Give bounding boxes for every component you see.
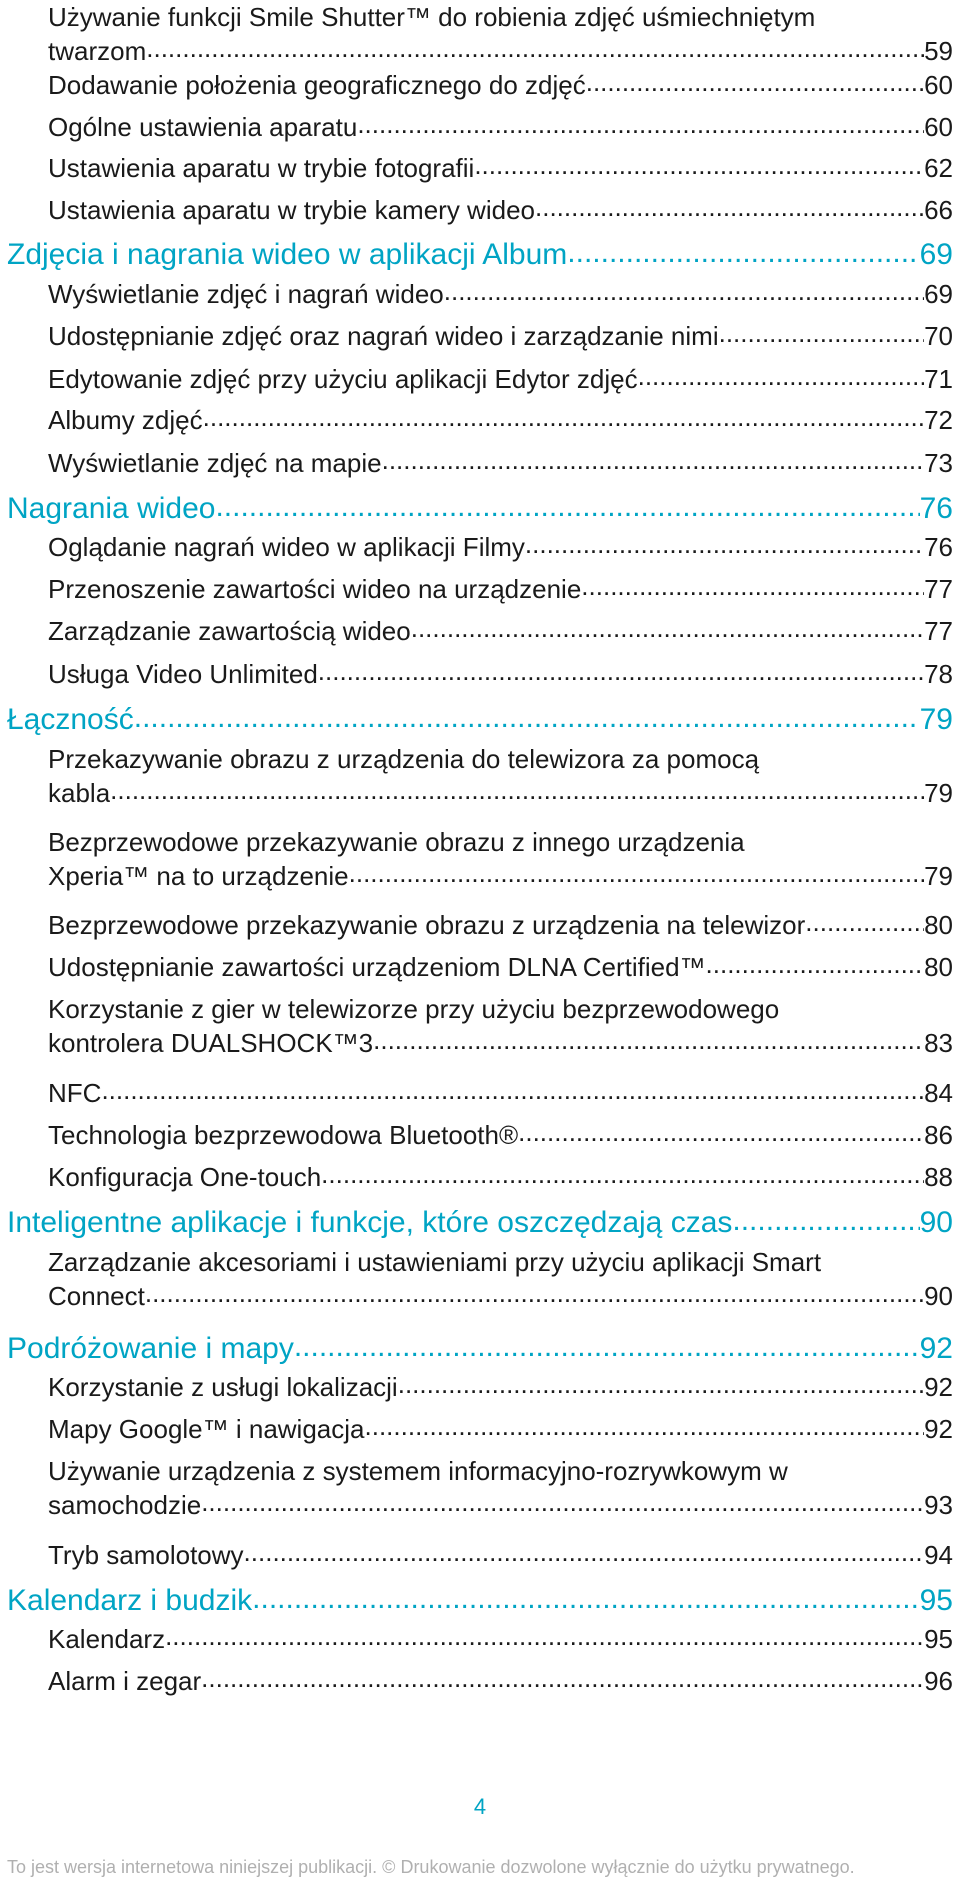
toc-entry-title: Mapy Google™ i nawigacja: [48, 1414, 365, 1444]
toc-page-number: 59: [924, 36, 953, 66]
toc-entry-title-line: Korzystanie z gier w telewizorze przy użyciu bezprzewodowego: [48, 994, 780, 1024]
toc-entry-title: samochodzie: [48, 1490, 202, 1520]
toc-page-number: 77: [924, 616, 953, 646]
toc-section[interactable]: [0, 699, 960, 737]
toc-page-number: 86: [924, 1120, 953, 1150]
dot-leader: [201, 1664, 924, 1690]
toc-page-number: 95: [924, 1624, 953, 1654]
toc-page-number: 69: [924, 279, 953, 309]
toc-entry-title: Edytowanie zdjęć przy użyciu aplikacji Edytor zdjęć: [48, 364, 638, 394]
toc-entry-title: Udostępnianie zdjęć oraz nagrań wideo i zarządzanie nimi: [48, 321, 719, 351]
dot-leader: [719, 319, 924, 345]
dot-leader: [365, 1412, 925, 1438]
dot-leader: [203, 403, 924, 429]
toc-entry-title: Kalendarz: [48, 1624, 166, 1654]
dot-leader: [535, 193, 924, 219]
toc-entry[interactable]: [0, 572, 960, 606]
dot-leader: [805, 908, 924, 934]
toc-entry-title: Wyświetlanie zdjęć i nagrań wideo: [48, 279, 444, 309]
toc-entry-title-line: Używanie urządzenia z systemem informacyjno-rozrywkowym w: [48, 1456, 788, 1486]
toc-entry-title: Tryb samolotowy: [48, 1540, 244, 1570]
toc-entry-title: Ustawienia aparatu w trybie fotografii: [48, 153, 475, 183]
dot-leader: [706, 950, 925, 976]
toc-entry[interactable]: [0, 530, 960, 564]
toc-page-number: 78: [924, 659, 953, 689]
dot-leader: [215, 488, 919, 518]
toc-entry[interactable]: [0, 277, 960, 311]
dot-leader: [474, 151, 924, 177]
toc-entry[interactable]: [0, 362, 960, 396]
toc-page-number: 96: [924, 1666, 953, 1696]
toc-entry[interactable]: [0, 825, 960, 893]
toc-entry-title: Kalendarz i budzik: [7, 1584, 253, 1617]
toc-entry-title: NFC: [48, 1078, 102, 1108]
toc-section[interactable]: [0, 488, 960, 526]
toc-page-number: 83: [924, 1028, 953, 1058]
dot-leader: [134, 699, 920, 729]
toc-entry-title: Przenoszenie zawartości wideo na urządzenie: [48, 574, 582, 604]
toc-page-number: 77: [924, 574, 953, 604]
toc-entry[interactable]: [0, 193, 960, 227]
toc-entry[interactable]: [0, 950, 960, 984]
dot-leader: [567, 234, 919, 264]
toc-entry[interactable]: [0, 110, 960, 144]
toc-entry-title: kabla: [48, 778, 111, 808]
toc-section[interactable]: [0, 234, 960, 272]
toc-entry[interactable]: [0, 1538, 960, 1572]
toc-entry-title: Zdjęcia i nagrania wideo w aplikacji Album: [7, 238, 568, 271]
dot-leader: [110, 776, 924, 802]
toc-entry-title: Oglądanie nagrań wideo w aplikacji Filmy: [48, 532, 525, 562]
footer-note: To jest wersja internetowa niniejszej publikacji. © Drukowanie dozwolone wyłącznie do użytku prywatnego.: [7, 1857, 855, 1877]
dot-leader: [349, 859, 924, 885]
toc-entry-title: Usługa Video Unlimited: [48, 659, 318, 689]
toc-page-number: 93: [924, 1490, 953, 1520]
dot-leader: [411, 614, 924, 640]
toc-entry[interactable]: [0, 614, 960, 648]
dot-leader: [101, 1076, 924, 1102]
dot-leader: [398, 1370, 924, 1396]
toc-page-number: 60: [924, 70, 953, 100]
toc-page-number: 76: [919, 492, 953, 525]
toc-entry[interactable]: [0, 68, 960, 102]
toc-entry-title: Podróżowanie i mapy: [7, 1332, 294, 1365]
dot-leader: [732, 1202, 919, 1232]
toc-entry-title: twarzom: [48, 36, 147, 66]
toc-page-number: 79: [924, 778, 953, 808]
dot-leader: [382, 446, 924, 472]
toc-entry[interactable]: [0, 1454, 960, 1522]
dot-leader: [357, 110, 924, 136]
toc-entry[interactable]: [0, 1664, 960, 1698]
toc-entry[interactable]: [0, 992, 960, 1060]
toc-entry[interactable]: [0, 1370, 960, 1404]
toc-page-number: 90: [919, 1206, 953, 1239]
toc-entry[interactable]: [0, 908, 960, 942]
toc-entry-title: Łączność: [7, 703, 134, 736]
toc-page-number: 73: [924, 448, 953, 478]
toc-page-number: 92: [924, 1414, 953, 1444]
toc-entry[interactable]: [0, 1245, 960, 1313]
toc-section[interactable]: [0, 1328, 960, 1366]
toc-page-number: 80: [924, 910, 953, 940]
toc-page-number: 95: [919, 1584, 953, 1617]
toc-page-number: 79: [924, 861, 953, 891]
toc-page-number: 71: [924, 364, 953, 394]
toc-entry-title: Connect: [48, 1281, 145, 1311]
toc-section[interactable]: [0, 1580, 960, 1618]
dot-leader: [244, 1538, 925, 1564]
page-number: 4: [473, 1794, 487, 1819]
toc-entry[interactable]: [0, 319, 960, 353]
toc-entry-title: Alarm i zegar: [48, 1666, 202, 1696]
dot-leader: [165, 1622, 924, 1648]
toc-page-number: 66: [924, 195, 953, 225]
toc-entry[interactable]: [0, 403, 960, 437]
toc-entry-title: Ogólne ustawienia aparatu: [48, 112, 358, 142]
dot-leader: [581, 572, 924, 598]
dot-leader: [294, 1328, 920, 1358]
toc-entry-title: Ustawienia aparatu w trybie kamery wideo: [48, 195, 535, 225]
toc-entry-title: Bezprzewodowe przekazywanie obrazu z urządzenia na telewizor: [48, 910, 806, 940]
toc-page-number: 84: [924, 1078, 953, 1108]
dot-leader: [525, 530, 924, 556]
dot-leader: [201, 1488, 924, 1514]
toc-entry[interactable]: [0, 657, 960, 691]
toc-entry[interactable]: [0, 1412, 960, 1446]
toc-page-number: 79: [919, 703, 953, 736]
toc-entry-title: Dodawanie położenia geograficznego do zdjęć: [48, 70, 586, 100]
toc-entry[interactable]: [0, 1076, 960, 1110]
toc-entry[interactable]: [0, 1160, 960, 1194]
toc-entry-title: kontrolera DUALSHOCK™3: [48, 1028, 374, 1058]
toc-page-number: 92: [924, 1372, 953, 1402]
toc-entry[interactable]: [0, 0, 960, 68]
toc-entry-title: Xperia™ na to urządzenie: [48, 861, 349, 891]
dot-leader: [252, 1580, 919, 1610]
toc-entry[interactable]: [0, 446, 960, 480]
toc-entry-title: Udostępnianie zawartości urządzeniom DLNA Certified™: [48, 952, 706, 982]
toc-page-number: 92: [919, 1332, 953, 1365]
toc-entry[interactable]: [0, 151, 960, 185]
toc-entry-title: Wyświetlanie zdjęć na mapie: [48, 448, 382, 478]
toc-page-number: 70: [924, 321, 953, 351]
toc-page-number: 69: [919, 238, 953, 271]
dot-leader: [444, 277, 924, 303]
toc-entry[interactable]: [0, 1118, 960, 1152]
toc-entry-title: Zarządzanie zawartością wideo: [48, 616, 411, 646]
dot-leader: [146, 34, 924, 60]
toc-entry-title: Korzystanie z usługi lokalizacji: [48, 1372, 398, 1402]
toc-page-number: 90: [924, 1281, 953, 1311]
toc-entry-title: Konfiguracja One-touch: [48, 1162, 322, 1192]
dot-leader: [318, 657, 924, 683]
toc-entry-title-line: Bezprzewodowe przekazywanie obrazu z innego urządzenia: [48, 827, 745, 857]
toc-page-number: 94: [924, 1540, 953, 1570]
toc-page-number: 72: [924, 405, 953, 435]
toc-entry-title-line: Zarządzanie akcesoriami i ustawieniami przy użyciu aplikacji Smart: [48, 1247, 822, 1277]
toc-entry-title-line: Przekazywanie obrazu z urządzenia do telewizora za pomocą: [48, 744, 760, 774]
toc-page-number: 62: [924, 153, 953, 183]
dot-leader: [518, 1118, 924, 1144]
toc-entry[interactable]: [0, 742, 960, 810]
dot-leader: [638, 362, 924, 388]
dot-leader: [373, 1026, 924, 1052]
toc-entry-title: Technologia bezprzewodowa Bluetooth®: [48, 1120, 519, 1150]
dot-leader: [321, 1160, 924, 1186]
toc-page-number: 76: [924, 532, 953, 562]
toc-entry-title: Nagrania wideo: [7, 492, 216, 525]
toc-page-number: 80: [924, 952, 953, 982]
toc-section[interactable]: [0, 1202, 960, 1240]
toc-entry-title: Inteligentne aplikacje i funkcje, które oszczędzają czas: [7, 1206, 733, 1239]
dot-leader: [586, 68, 924, 94]
dot-leader: [145, 1279, 924, 1305]
toc-entry[interactable]: [0, 1622, 960, 1656]
toc-entry-title: Albumy zdjęć: [48, 405, 203, 435]
toc-page-number: 60: [924, 112, 953, 142]
toc-page-number: 88: [924, 1162, 953, 1192]
toc-entry-title-line: Używanie funkcji Smile Shutter™ do robienia zdjęć uśmiechniętym: [48, 2, 816, 32]
